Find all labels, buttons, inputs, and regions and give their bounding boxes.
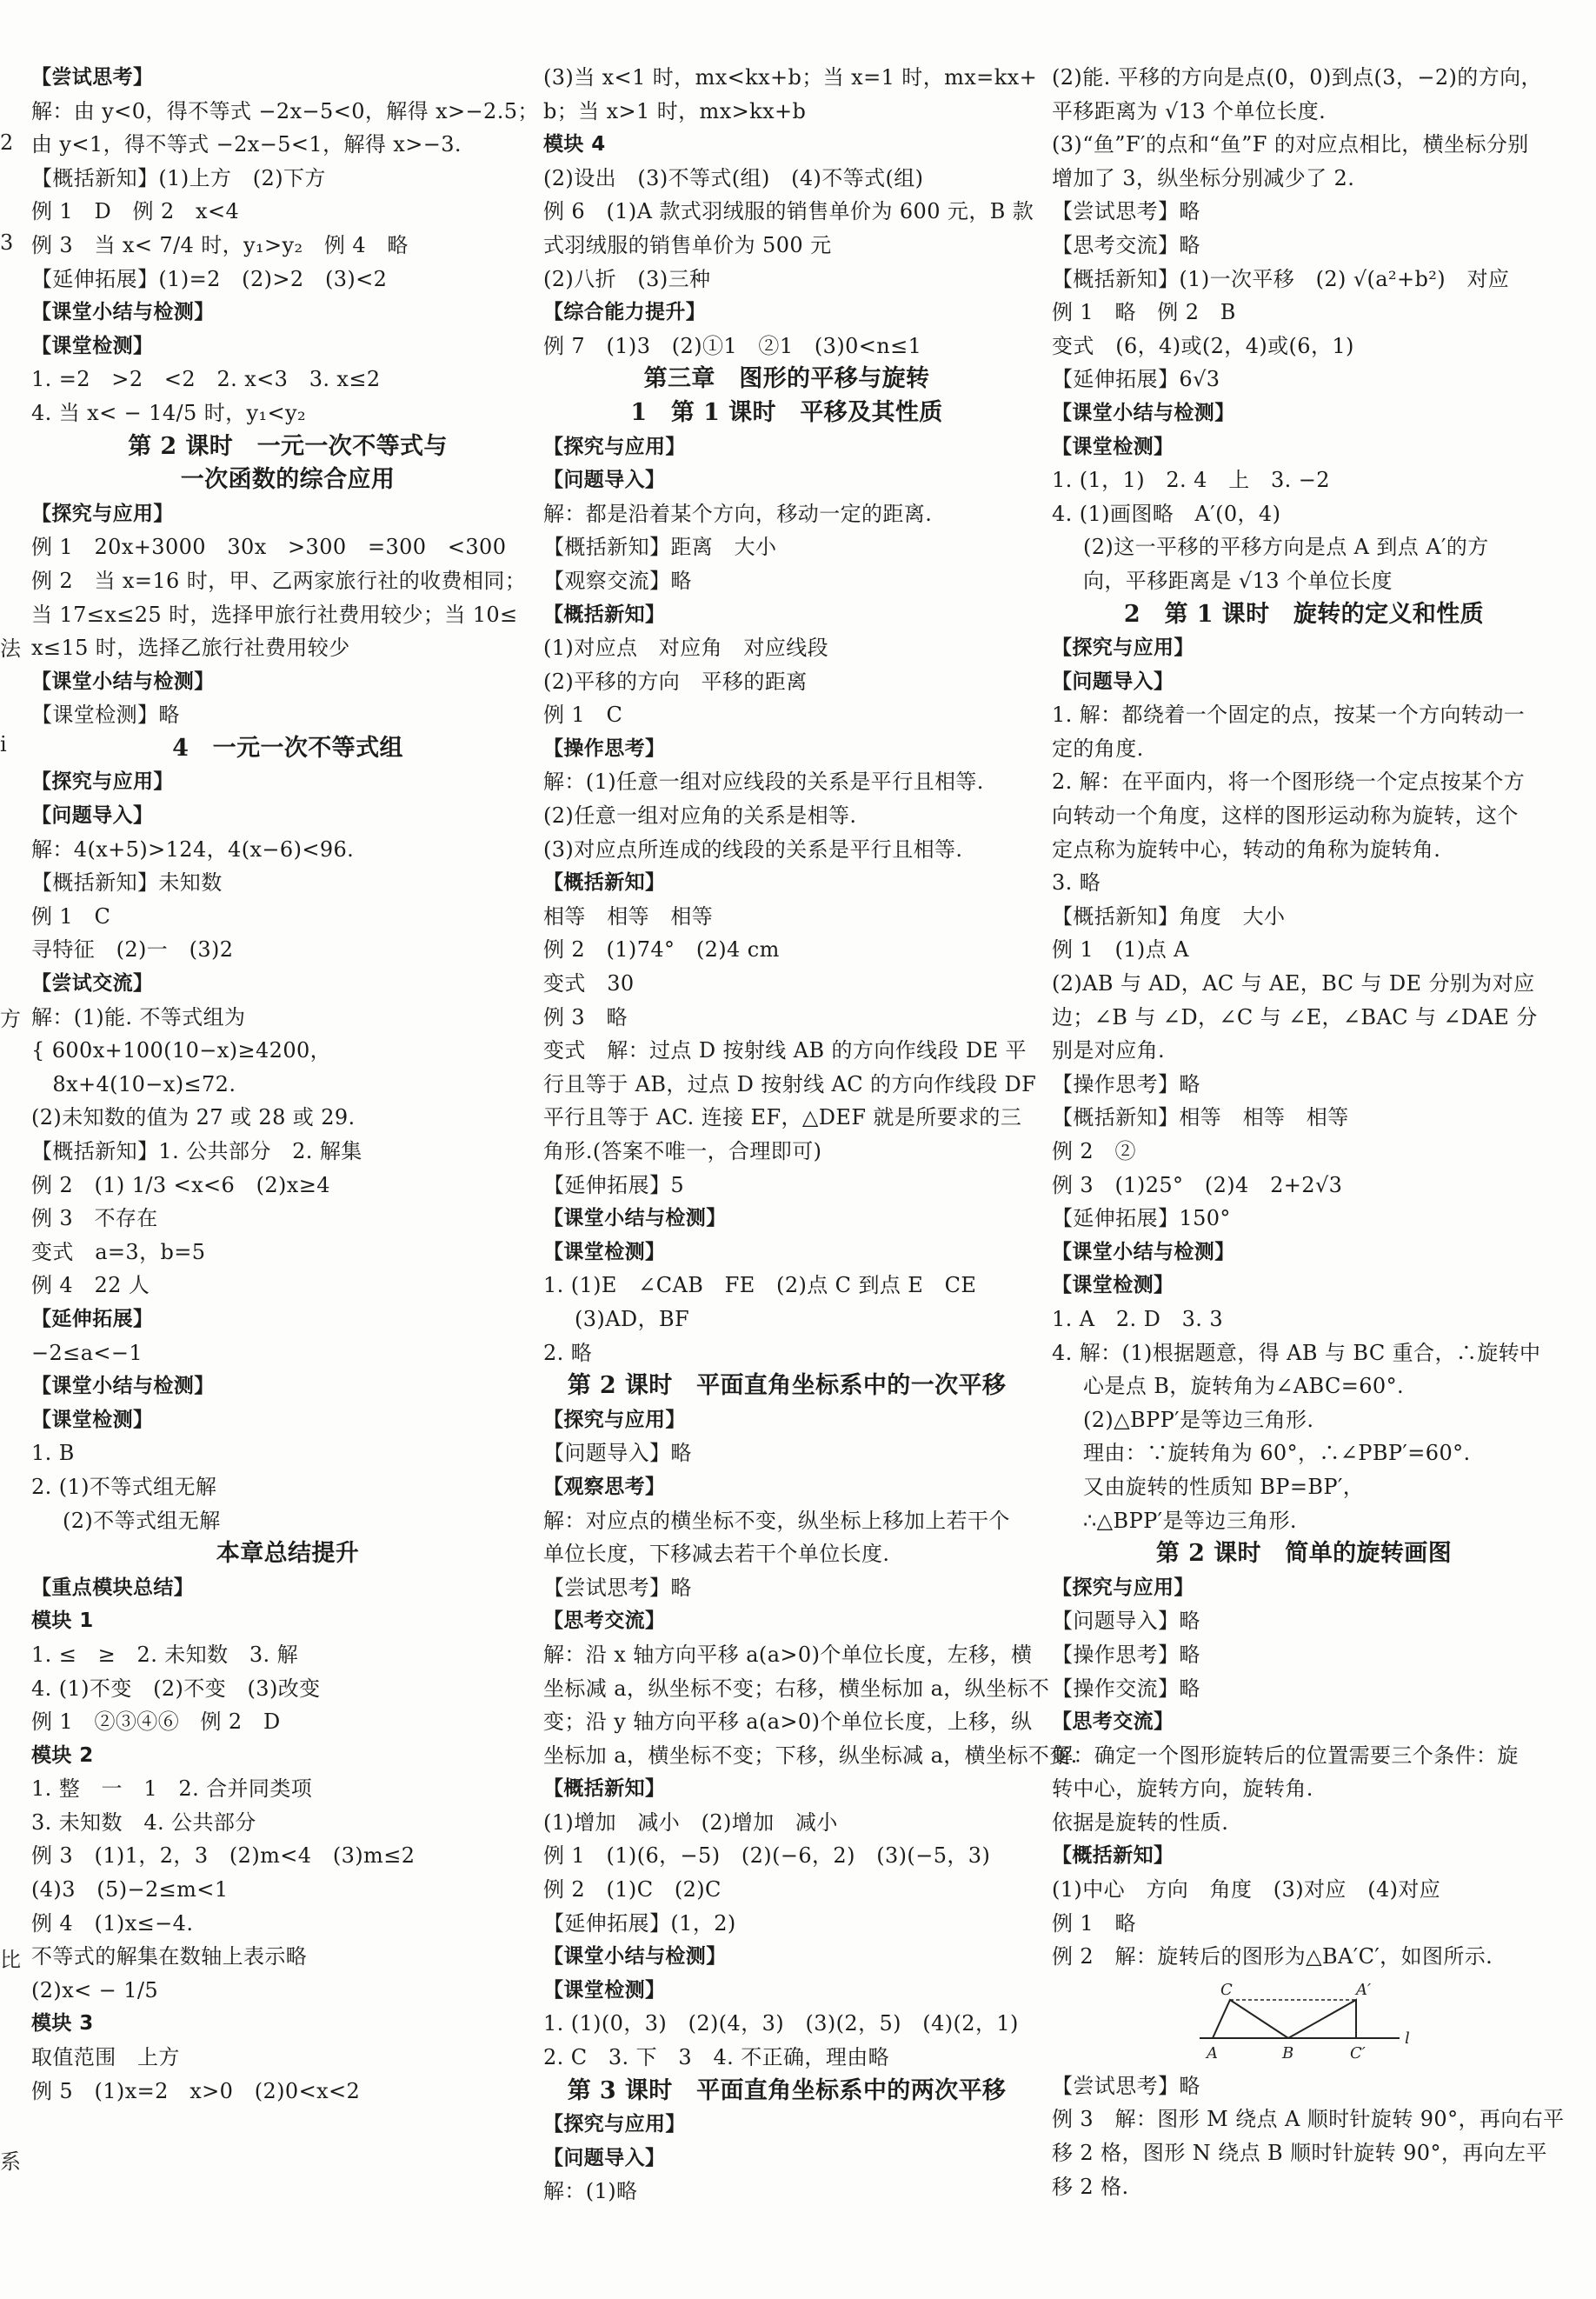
answer-line: 1. A 2. D 3. 3 <box>1052 1306 1224 1331</box>
answer-line: 解：(1)任意一组对应线段的关系是平行且相等. <box>543 770 984 795</box>
section-label: 【探究与应用】 <box>31 502 174 525</box>
answer-line: (1)中心 方向 角度 (3)对应 (4)对应 <box>1052 1877 1441 1903</box>
answer-line: 又由旋转的性质知 BP=BP′， <box>1083 1474 1365 1499</box>
answer-line: 解：确定一个图形旋转后的位置需要三个条件：旋 <box>1052 1743 1519 1768</box>
answer-line: 【概括新知】1. 公共部分 2. 解集 <box>31 1139 362 1163</box>
answer-line: 式羽绒服的销售单价为 500 元 <box>543 232 832 257</box>
answer-line: (2)x< − 1/5 <box>31 1977 159 2002</box>
answer-line: 边；∠B 与 ∠D，∠C 与 ∠E，∠BAC 与 ∠DAE 分 <box>1052 1004 1538 1030</box>
answer-line: 例 2 解：旋转后的图形为△BA′C′，如图所示. <box>1052 1944 1493 1969</box>
answer-line: 【概括新知】相等 相等 相等 <box>1052 1105 1349 1130</box>
margin-fragment: i <box>0 732 7 756</box>
answer-line: 8x+4(10−x)≤72. <box>31 1071 236 1096</box>
answer-line: 坐标加 a，横坐标不变；下移，纵坐标减 a，横坐标不变. <box>543 1743 1078 1768</box>
answer-line: 例 4 22 人 <box>31 1273 150 1298</box>
section-label: 【问题导入】 <box>31 804 154 828</box>
answer-line: 例 1 C <box>31 903 111 929</box>
answer-line: 解：(1)能. 不等式组为 <box>31 1004 246 1030</box>
answer-line: (1)对应点 对应角 对应线段 <box>543 636 828 661</box>
answer-line: 【课堂检测】略 <box>31 703 180 728</box>
section-heading: 一次函数的综合应用 <box>180 466 396 494</box>
answer-column-1 <box>31 61 544 2108</box>
section-heading: 第 2 课时 平面直角坐标系中的一次平移 <box>567 1372 1007 1400</box>
answer-line: 例 1 (1)点 A <box>1052 937 1189 963</box>
answer-line: b；当 x>1 时，mx>kx+b <box>543 98 807 123</box>
answer-line: 变式 (6，4)或(2，4)或(6，1) <box>1052 333 1354 358</box>
section-label: 【探究与应用】 <box>1052 1576 1194 1599</box>
answer-line: 由 y<1，得不等式 −2x−5<1，解得 x>−3. <box>31 132 462 157</box>
answer-line: 【尝试思考】略 <box>1052 2073 1200 2098</box>
answer-line: 例 3 当 x< 7/4 时，y₁>y₂ 例 4 略 <box>31 232 409 257</box>
answer-line: 解：都是沿着某个方向，移动一定的距离. <box>543 501 933 526</box>
section-label: 【概括新知】 <box>1052 1844 1174 1868</box>
answer-line: (3)对应点所连成的线段的关系是平行且相等. <box>543 836 963 862</box>
answer-line: −2≤a<−1 <box>31 1340 143 1365</box>
section-label: 【概括新知】 <box>543 603 666 626</box>
section-label: 【课堂检测】 <box>543 1240 666 1263</box>
margin-fragment: 比 <box>0 1948 21 1972</box>
answer-line: 例 3 略 <box>543 1004 628 1030</box>
answer-line: 【延伸拓展】6√3 <box>1052 367 1220 392</box>
answer-line: 定点称为旋转中心，转动的角称为旋转角. <box>1052 836 1441 862</box>
answer-line: 相等 相等 相等 <box>543 903 714 929</box>
section-label: 【课堂小结与检测】 <box>31 301 215 324</box>
section-heading: 4 一元一次不等式组 <box>172 734 403 762</box>
margin-fragment: 3 <box>0 230 14 255</box>
section-label: 【操作思考】 <box>543 736 666 760</box>
answer-line: 例 3 解：图形 M 绕点 A 顺时针旋转 90°，再向右平 <box>1052 2107 1565 2132</box>
section-label: 【课堂小结与检测】 <box>543 1207 727 1230</box>
answer-line: 【问题导入】略 <box>543 1441 692 1466</box>
answer-line: 行且等于 AB，过点 D 按射线 AC 的方向作线段 DF <box>543 1071 1037 1096</box>
label-a-prime: A′ <box>1356 1980 1372 1999</box>
answer-line: 向转动一个角度，这样的图形运动称为旋转，这个 <box>1052 803 1519 829</box>
answer-line: 例 3 (1)25° (2)4 2+2√3 <box>1052 1172 1343 1197</box>
section-heading: 第 2 课时 简单的旋转画图 <box>1155 1540 1453 1568</box>
answer-line: 2. C 3. 下 3 4. 不正确，理由略 <box>543 2045 890 2070</box>
section-label: 【观察思考】 <box>543 1475 666 1498</box>
triangle-ba-prime-c-prime <box>1288 2000 1356 2038</box>
answer-line: 1. 解：都绕着一个固定的点，按某一个方向转动一 <box>1052 703 1526 728</box>
answer-line: 【概括新知】(1)一次平移 (2) √(a²+b²) 对应 <box>1052 266 1510 291</box>
margin-fragment: 方 <box>0 1007 21 1031</box>
answer-line: 1. (1)(0，3) (2)(4，3) (3)(2，5) (4)(2，1) <box>543 2011 1019 2036</box>
answer-line: 例 1 略 例 2 B <box>1052 300 1236 325</box>
answer-line: 别是对应角. <box>1052 1038 1166 1063</box>
section-label: 【探究与应用】 <box>543 435 686 458</box>
section-label: 模块 4 <box>543 133 606 157</box>
answer-line: 寻特征 (2)一 (3)2 <box>31 937 234 963</box>
answer-line: 【观察交流】略 <box>543 568 692 593</box>
answer-line: 【操作思考】略 <box>1052 1642 1200 1667</box>
answer-line: x≤15 时，选择乙旅行社费用较少 <box>31 636 350 661</box>
answer-line: 定的角度. <box>1052 736 1144 761</box>
answer-line: 1. =2 >2 <2 2. x<3 3. x≤2 <box>31 367 381 392</box>
answer-line: 4. 当 x< − 14/5 时，y₁<y₂ <box>31 400 306 425</box>
section-label: 【课堂检测】 <box>31 1408 154 1431</box>
answer-line: 例 3 不存在 <box>31 1206 158 1231</box>
answer-line: (2)平移的方向 平移的距离 <box>543 669 808 694</box>
answer-line: 增加了 3，纵坐标分别减少了 2. <box>1052 165 1355 190</box>
section-label: 【思考交流】 <box>1052 1710 1174 1734</box>
answer-line: 例 7 (1)3 (2)①1 ②1 (3)0<n≤1 <box>543 333 922 358</box>
answer-line: 【操作思考】略 <box>1052 1071 1200 1096</box>
answer-line: 4. 解：(1)根据题意，得 AB 与 BC 重合，∴旋转中 <box>1052 1340 1541 1365</box>
section-heading: 第三章 图形的平移与旋转 <box>643 365 930 393</box>
section-label: 【探究与应用】 <box>543 2113 686 2136</box>
answer-line: 转中心，旋转方向，旋转角. <box>1052 1776 1313 1802</box>
section-label: 【课堂检测】 <box>543 1978 666 2002</box>
section-label: 【探究与应用】 <box>31 770 174 794</box>
answer-line: 解：(1)略 <box>543 2179 638 2204</box>
answer-line: 【概括新知】(1)上方 (2)下方 <box>31 165 326 190</box>
answer-line: (2)未知数的值为 27 或 28 或 29. <box>31 1105 356 1130</box>
answer-line: 取值范围 上方 <box>31 2045 180 2070</box>
answer-line: 例 1 D 例 2 x<4 <box>31 199 240 224</box>
answer-line: (4)3 (5)−2≤m<1 <box>31 1877 229 1903</box>
answer-line: 【延伸拓展】5 <box>543 1172 685 1197</box>
section-label: 【概括新知】 <box>543 871 666 895</box>
answer-line: 例 1 略 <box>1052 1910 1136 1936</box>
margin-fragment: 法 <box>0 636 21 661</box>
triangle-abc <box>1213 2000 1288 2038</box>
answer-line: 【尝试思考】略 <box>543 1575 692 1600</box>
answer-line: 不等式的解集在数轴上表示略 <box>31 1944 308 1969</box>
answer-line: 3. 略 <box>1052 870 1101 896</box>
section-label: 【课堂检测】 <box>1052 435 1174 458</box>
answer-line: 2. 解：在平面内，将一个图形绕一个定点按某个方 <box>1052 770 1526 795</box>
margin-fragment: 2 <box>0 130 14 155</box>
section-label: 模块 1 <box>31 1609 94 1633</box>
answer-line: 1. (1)E ∠CAB FE (2)点 C 到点 E CE <box>543 1273 977 1298</box>
answer-line: 单位长度，下移减去若干个单位长度. <box>543 1542 890 1567</box>
section-label: 【课堂小结与检测】 <box>543 1945 727 1969</box>
answer-line: 平行且等于 AC. 连接 EF，△DEF 就是所要求的三 <box>543 1105 1022 1130</box>
answer-line: 【尝试思考】略 <box>1052 199 1200 224</box>
answer-line: 1. B <box>31 1441 75 1466</box>
answer-line: 例 6 (1)A 款式羽绒服的销售单价为 600 元，B 款 <box>543 199 1034 224</box>
answer-line: 【问题导入】略 <box>1052 1609 1200 1634</box>
answer-line: (2)任意一组对应角的关系是相等. <box>543 803 857 829</box>
answer-line: 解：沿 x 轴方向平移 a(a>0)个单位长度，左移，横 <box>543 1642 1033 1667</box>
section-label: 【概括新知】 <box>543 1777 666 1801</box>
section-label: 【课堂检测】 <box>1052 1274 1174 1297</box>
answer-column-2 <box>543 61 1078 2209</box>
answer-line: 例 1 20x+3000 30x >300 =300 <300 <box>31 535 507 560</box>
answer-line: 4. (1)画图略 A′(0，4) <box>1052 501 1281 526</box>
answer-line: 心是点 B，旋转角为∠ABC=60°. <box>1083 1374 1405 1399</box>
label-c: C <box>1220 1980 1233 1999</box>
answer-line: 例 2 (1)C (2)C <box>543 1877 722 1903</box>
answer-line: 【概括新知】距离 大小 <box>543 535 777 560</box>
section-label: 【课堂小结与检测】 <box>1052 401 1235 424</box>
section-label: 【探究与应用】 <box>1052 636 1194 660</box>
answer-line: 变式 30 <box>543 971 635 996</box>
section-label: 【课堂小结与检测】 <box>31 670 215 693</box>
answer-line: 当 17≤x≤25 时，选择甲旅行社费用较少；当 10≤ <box>31 602 518 627</box>
answer-line: 变；沿 y 轴方向平移 a(a>0)个单位长度，上移，纵 <box>543 1709 1033 1735</box>
answer-line: 向，平移距离是 √13 个单位长度 <box>1083 568 1393 593</box>
answer-line: 例 5 (1)x=2 x>0 (2)0<x<2 <box>31 2078 361 2103</box>
section-label: 【问题导入】 <box>543 2146 666 2169</box>
section-label: 【尝试交流】 <box>31 972 154 996</box>
answer-line: (2)△BPP′是等边三角形. <box>1083 1407 1314 1432</box>
answer-column-3 <box>1052 61 1565 2203</box>
section-label: 模块 2 <box>31 1743 94 1767</box>
answer-line: (2)能. 平移的方向是点(0，0)到点(3，−2)的方向， <box>1052 65 1542 90</box>
answer-line: 【概括新知】角度 大小 <box>1052 903 1286 929</box>
section-label: 【延伸拓展】 <box>31 1307 154 1330</box>
section-label: 【课堂小结与检测】 <box>31 1375 215 1398</box>
answer-line: 2. 略 <box>543 1340 593 1365</box>
answer-line: 4. (1)不变 (2)不变 (3)改变 <box>31 1676 321 1701</box>
answer-line: (3)“鱼”F′的点和“鱼”F 的对应点相比，横坐标分别 <box>1052 132 1529 157</box>
section-heading: 1 第 1 课时 平移及其性质 <box>630 398 943 426</box>
section-label: 【问题导入】 <box>543 469 666 492</box>
rotation-figure <box>1052 1976 1556 2062</box>
section-label: 【探究与应用】 <box>543 1408 686 1431</box>
answer-line: 坐标减 a，纵坐标不变；右移，横坐标加 a，纵坐标不 <box>543 1676 1050 1701</box>
label-l: l <box>1405 2029 1410 2048</box>
answer-line: 例 1 C <box>543 703 623 728</box>
answer-line: 例 1 ②③④⑥ 例 2 D <box>31 1709 281 1735</box>
answer-line: (2)八折 (3)三种 <box>543 266 711 291</box>
answer-line: 变式 a=3，b=5 <box>31 1239 206 1264</box>
answer-line: 移 2 格. <box>1052 2174 1129 2199</box>
answer-line: (2)设出 (3)不等式(组) (4)不等式(组) <box>543 165 924 190</box>
answer-line: 解：4(x+5)>124，4(x−6)<96. <box>31 836 355 862</box>
section-heading: 第 2 课时 一元一次不等式与 <box>128 432 448 460</box>
answer-line: 1. (1，1) 2. 4 上 3. −2 <box>1052 468 1330 493</box>
answer-line: 2. (1)不等式组无解 <box>31 1474 217 1499</box>
answer-line: ∴△BPP′是等边三角形. <box>1083 1508 1297 1533</box>
section-label: 【问题导入】 <box>1052 670 1174 693</box>
answer-line: 【概括新知】未知数 <box>31 870 223 896</box>
answer-line: 【延伸拓展】150° <box>1052 1206 1231 1231</box>
answer-line: 变式 解：过点 D 按射线 AB 的方向作线段 DE 平 <box>543 1038 1027 1063</box>
answer-line: (2)AB 与 AD，AC 与 AE，BC 与 DE 分别为对应 <box>1052 971 1535 996</box>
label-c-prime: C′ <box>1350 2043 1366 2062</box>
section-heading: 本章总结提升 <box>216 1540 360 1568</box>
answer-line: 解：对应点的横坐标不变，纵坐标上移加上若干个 <box>543 1508 1010 1533</box>
answer-line: 例 3 (1)1，2，3 (2)m<4 (3)m≤2 <box>31 1843 416 1869</box>
answer-line: 1. 整 一 1 2. 合并同类项 <box>31 1776 313 1802</box>
answer-line: 【延伸拓展】(1，2) <box>543 1910 736 1936</box>
label-a: A <box>1207 2043 1218 2062</box>
section-label: 【尝试思考】 <box>31 66 154 89</box>
section-label: 【课堂小结与检测】 <box>1052 1240 1235 1263</box>
answer-line: 【操作交流】略 <box>1052 1676 1200 1701</box>
answer-line: (1)增加 减小 (2)增加 减小 <box>543 1809 838 1835</box>
answer-line: 例 1 (1)(6，−5) (2)(−6，2) (3)(−5，3) <box>543 1843 991 1869</box>
answer-line: 1. ≤ ≥ 2. 未知数 3. 解 <box>31 1642 299 1667</box>
answer-line: 移 2 格，图形 N 绕点 B 顺时针旋转 90°，再向左平 <box>1052 2141 1547 2166</box>
section-label: 【综合能力提升】 <box>543 301 707 324</box>
section-label: 【课堂检测】 <box>31 334 154 357</box>
section-label: 模块 3 <box>31 2012 94 2036</box>
answer-line: 例 2 当 x=16 时，甲、乙两家旅行社的收费相同； <box>31 568 527 593</box>
answer-line: 【延伸拓展】(1)=2 (2)>2 (3)<2 <box>31 266 388 291</box>
answer-line: 例 2 ② <box>1052 1139 1136 1163</box>
answer-line: 例 4 (1)x≤−4. <box>31 1910 194 1936</box>
label-b: B <box>1282 2043 1294 2062</box>
answer-line: 3. 未知数 4. 公共部分 <box>31 1809 256 1835</box>
answer-line: 【思考交流】略 <box>1052 232 1200 257</box>
answer-line: 例 2 (1)74° (2)4 cm <box>543 937 780 963</box>
answer-line: 解：由 y<0，得不等式 −2x−5<0，解得 x>−2.5； <box>31 98 539 123</box>
answer-line: (2)这一平移的平移方向是点 A 到点 A′的方 <box>1083 535 1489 560</box>
margin-fragment: 系 <box>0 2149 21 2174</box>
section-label: 【思考交流】 <box>543 1609 666 1633</box>
section-label: 【重点模块总结】 <box>31 1576 195 1599</box>
answer-line: (2)不等式组无解 <box>63 1508 221 1533</box>
answer-line: (3)当 x<1 时，mx<kx+b；当 x=1 时，mx=kx+ <box>543 65 1038 90</box>
answer-line: (3)AD，BF <box>575 1306 690 1331</box>
answer-line: 平移距离为 √13 个单位长度. <box>1052 98 1327 123</box>
answer-line: 角形.(答案不唯一，合理即可) <box>543 1139 822 1163</box>
answer-line: 理由：∵旋转角为 60°，∴∠PBP′=60°. <box>1083 1441 1471 1466</box>
answer-line: 依据是旋转的性质. <box>1052 1809 1229 1835</box>
answer-line: { 600x+100(10−x)≥4200， <box>31 1038 332 1063</box>
answer-line: 例 2 (1) 1/3 <x<6 (2)x≥4 <box>31 1172 330 1197</box>
section-heading: 第 3 课时 平面直角坐标系中的两次平移 <box>567 2076 1007 2104</box>
section-heading: 2 第 1 课时 旋转的定义和性质 <box>1123 600 1485 628</box>
